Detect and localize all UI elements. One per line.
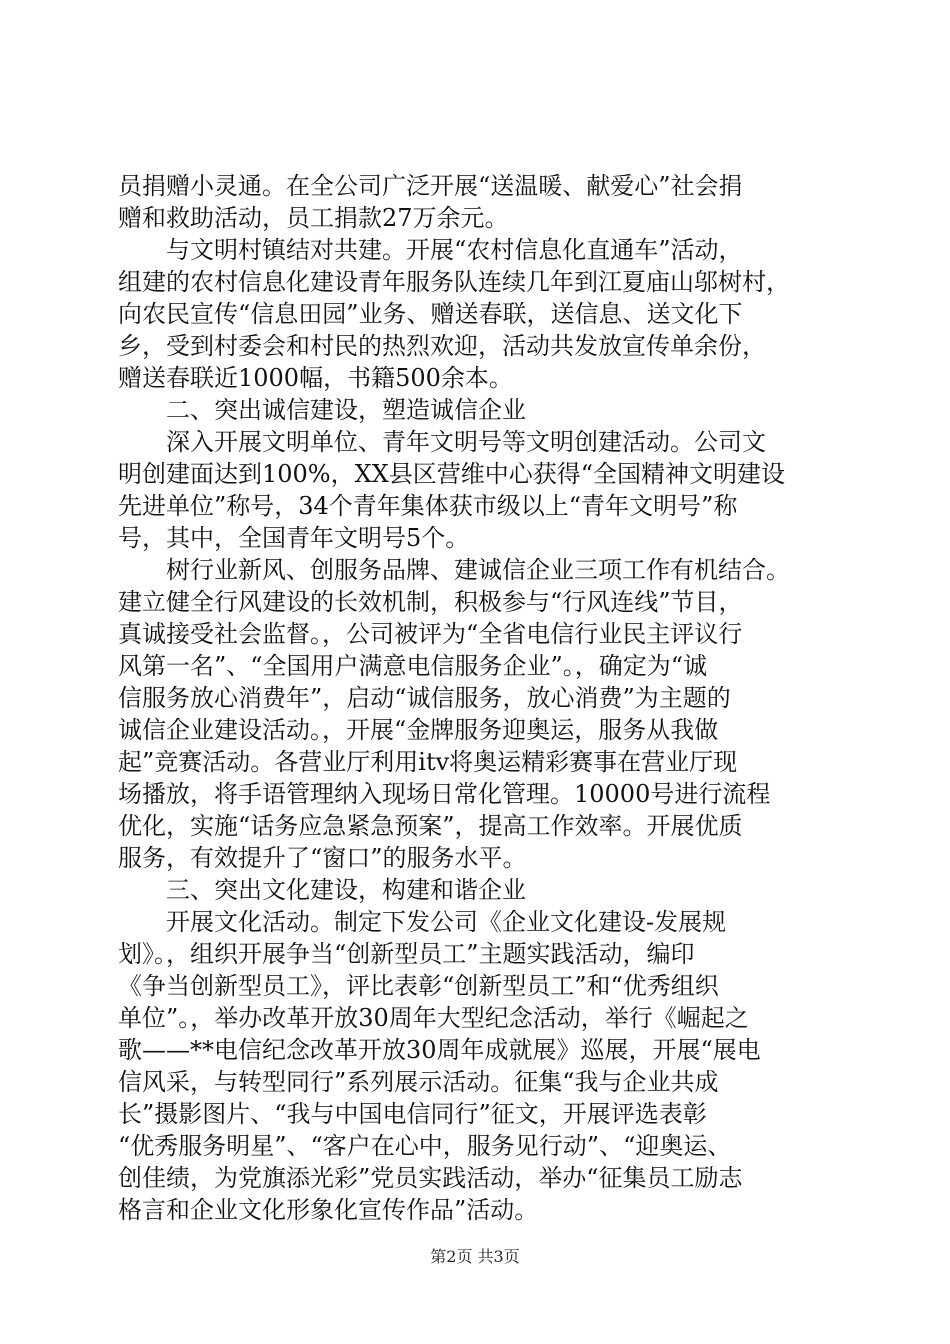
- body-line: 信风采，与转型同行”系列展示活动。征集“我与企业共成: [118, 1068, 719, 1096]
- body-line: 深入开展文明单位、青年文明号等文明创建活动。公司文: [166, 428, 766, 456]
- body-line: 歌——**电信纪念改革开放30周年成就展》巡展，开展“展电: [118, 1036, 761, 1064]
- body-line: 服务，有效提升了“窗口”的服务水平。: [118, 844, 527, 872]
- body-line: 向农民宣传“信息田园”业务、赠送春联，送信息、送文化下: [118, 300, 743, 328]
- body-line: 与文明村镇结对共建。开展“农村信息化直通车”活动，: [166, 236, 743, 264]
- body-line: 真诚接受社会监督。，公司被评为“全省电信行业民主评议行: [118, 620, 743, 648]
- body-line: 创佳绩，为党旗添光彩”党员实践活动，举办“征集员工励志: [118, 1164, 743, 1192]
- body-line: 树行业新风、创服务品牌、建诚信企业三项工作有机结合。: [166, 556, 790, 584]
- body-line: 建立健全行风建设的长效机制，积极参与“行风连线”节目，: [118, 588, 743, 616]
- body-line: 组建的农村信息化建设青年服务队连续几年到江夏庙山邬树村，: [118, 268, 790, 296]
- body-line: 《争当创新型员工》，评比表彰“创新型员工”和“优秀组织: [118, 972, 719, 1000]
- body-line: 场播放，将手语管理纳入现场日常化管理。10000号进行流程: [118, 780, 771, 808]
- body-line: 赠和救助活动，员工捐款27万余元。: [118, 204, 509, 232]
- section-heading: 三、突出文化建设，构建和谐企业: [166, 876, 526, 904]
- body-line: 乡，受到村委会和村民的热烈欢迎，活动共发放宣传单余份，: [118, 332, 766, 360]
- body-line: 诚信企业建设活动。，开展“金牌服务迎奥运，服务从我做: [118, 716, 719, 744]
- body-line: 长”摄影图片、“我与中国电信同行”征文，开展评选表彰: [118, 1100, 707, 1128]
- body-line: 先进单位”称号，34个青年集体获市级以上“青年文明号”称: [118, 492, 738, 520]
- section-heading: 二、突出诚信建设，塑造诚信企业: [166, 396, 526, 424]
- body-line: “优秀服务明星”、“客户在心中，服务见行动”、“迎奥运、: [118, 1132, 732, 1160]
- body-line: 单位”。，举办改革开放30周年大型纪念活动，举行《崛起之: [118, 1004, 749, 1032]
- body-line: 划》。，组织开展争当“创新型员工”主题实践活动，编印: [118, 940, 695, 968]
- body-line: 风第一名”、“全国用户满意电信服务企业”。，确定为“诚: [118, 652, 708, 680]
- body-line: 优化，实施“话务应急紧急预案”，提高工作效率。开展优质: [118, 812, 743, 840]
- page-number: 第2页 共3页: [430, 1247, 520, 1266]
- body-line: 格言和企业文化形象化宣传作品”活动。: [118, 1196, 539, 1224]
- body-line: 号，其中，全国青年文明号5个。: [118, 524, 470, 552]
- body-line: 起”竞赛活动。各营业厅利用itv将奥运精彩赛事在营业厅现: [118, 748, 738, 776]
- body-line: 明创建面达到100%，XX县区营维中心获得“全国精神文明建设: [118, 460, 786, 488]
- body-line: 员捐赠小灵通。在全公司广泛开展“送温暖、献爱心”社会捐: [118, 172, 743, 200]
- body-line: 开展文化活动。制定下发公司《企业文化建设-发展规: [166, 908, 727, 936]
- body-line: 信服务放心消费年”，启动“诚信服务，放心消费”为主题的: [118, 684, 731, 712]
- body-line: 赠送春联近1000幅，书籍500余本。: [118, 364, 513, 392]
